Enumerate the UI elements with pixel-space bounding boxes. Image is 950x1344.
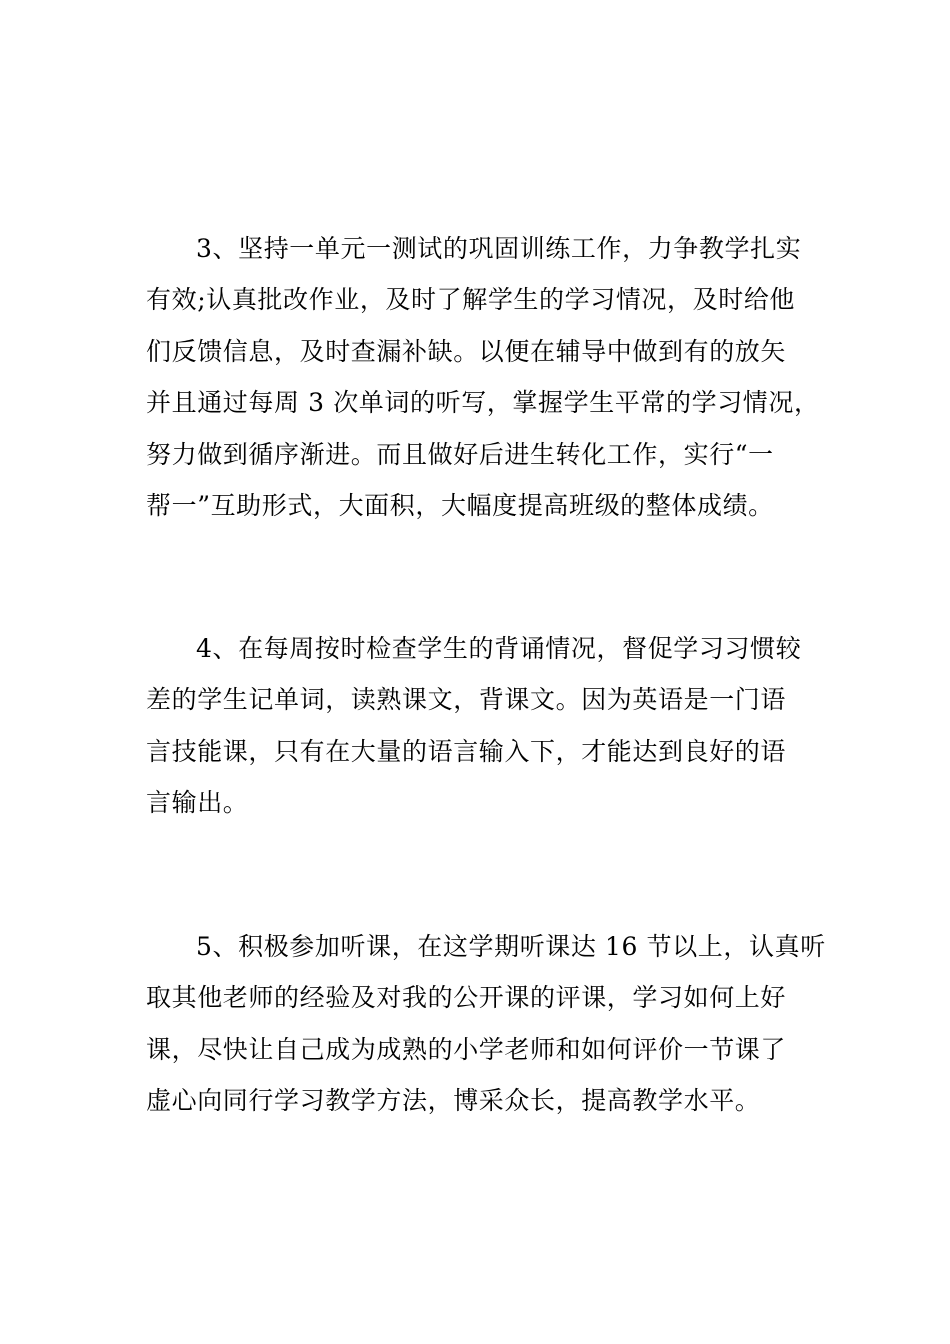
paragraph-line: 们反馈信息，及时查漏补缺。以便在辅导中做到有的放矢	[146, 337, 787, 366]
paragraph-line: 言输出。	[146, 788, 249, 817]
paragraph-line: 帮一”互助形式，大面积，大幅度提高班级的整体成绩。	[146, 491, 774, 520]
paragraph-line: 差的学生记单词，读熟课文，背课文。因为英语是一门语	[146, 685, 787, 714]
paragraph-line: 3、坚持一单元一测试的巩固训练工作，力争教学扎实	[196, 234, 802, 263]
paragraph-line: 虚心向同行学习教学方法，博采众长，提高教学水平。	[146, 1086, 761, 1115]
paragraph-line: 4、在每周按时检查学生的背诵情况，督促学习习惯较	[196, 634, 802, 663]
paragraph-line: 5、积极参加听课，在这学期听课达 16 节以上，认真听	[196, 932, 826, 961]
paragraph-line: 努力做到循序渐进。而且做好后进生转化工作，实行“一	[146, 440, 774, 469]
paragraph-line: 有效;认真批改作业，及时了解学生的学习情况，及时给他	[146, 285, 796, 314]
paragraph-line: 取其他老师的经验及对我的公开课的评课，学习如何上好	[146, 983, 787, 1012]
paragraph-line: 课，尽快让自己成为成熟的小学老师和如何评价一节课了	[146, 1035, 787, 1064]
paragraph-line: 并且通过每周 3 次单词的听写，掌握学生平常的学习情况，	[146, 388, 820, 417]
paragraph-line: 言技能课，只有在大量的语言输入下，才能达到良好的语	[146, 737, 787, 766]
